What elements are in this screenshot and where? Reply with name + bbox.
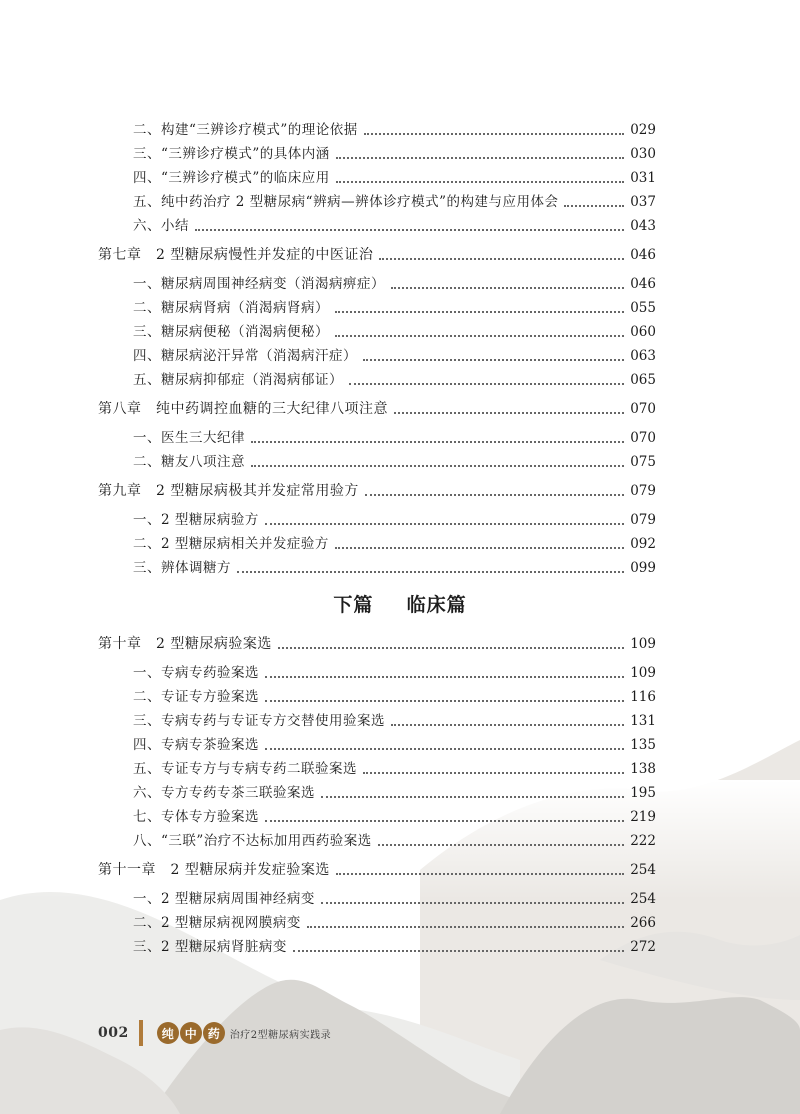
toc-page-number: 029 bbox=[630, 122, 656, 138]
toc-title: 五、专证专方与专病专药二联验案选 bbox=[133, 761, 357, 777]
toc-title: 一、2 型糖尿病周围神经病变 bbox=[133, 891, 315, 907]
toc-page-number: 031 bbox=[630, 170, 656, 186]
toc-page-number: 195 bbox=[630, 785, 656, 801]
dot-leader bbox=[335, 546, 624, 549]
toc-page-number: 046 bbox=[630, 247, 656, 263]
toc-page-number: 131 bbox=[630, 713, 656, 729]
toc-title: 三、专病专药与专证专方交替使用验案选 bbox=[133, 713, 385, 729]
toc-title: 四、糖尿病泌汗异常（消渴病汗症） bbox=[133, 348, 357, 364]
toc-title: 二、专证专方验案选 bbox=[133, 689, 259, 705]
toc-entry-row bbox=[0, 344, 800, 368]
toc-entry-row bbox=[0, 709, 800, 733]
toc-title: 六、专方专药专茶三联验案选 bbox=[133, 785, 315, 801]
logo-char: 纯 bbox=[157, 1022, 179, 1044]
toc-entry-row bbox=[0, 296, 800, 320]
page-number: 002 bbox=[98, 1025, 129, 1041]
toc-title: 第九章 2 型糖尿病极其并发症常用验方 bbox=[98, 483, 359, 499]
toc-page-number: 116 bbox=[630, 689, 656, 705]
dot-leader bbox=[293, 949, 624, 952]
toc-title: 三、辨体调糖方 bbox=[133, 560, 231, 576]
toc-title: 一、2 型糖尿病验方 bbox=[133, 512, 259, 528]
dot-leader bbox=[363, 358, 624, 361]
toc-title: 一、糖尿病周围神经病变（消渴病痹症） bbox=[133, 276, 385, 292]
toc-chapter-row bbox=[0, 397, 800, 421]
toc-page-number: 075 bbox=[630, 454, 656, 470]
toc-page-number: 272 bbox=[630, 939, 656, 955]
toc-title: 第八章 纯中药调控血糖的三大纪律八项注意 bbox=[98, 401, 388, 417]
dot-leader bbox=[378, 843, 624, 846]
toc-entry-row bbox=[0, 272, 800, 296]
dot-leader bbox=[335, 334, 624, 337]
dot-leader bbox=[237, 570, 624, 573]
toc-chapter-row bbox=[0, 858, 800, 882]
dot-leader bbox=[251, 464, 624, 467]
dot-leader bbox=[336, 156, 624, 159]
toc-title: 三、2 型糖尿病肾脏病变 bbox=[133, 939, 287, 955]
toc-page-number: 070 bbox=[630, 430, 656, 446]
toc-title: 一、专病专药验案选 bbox=[133, 665, 259, 681]
toc-entry-row bbox=[0, 166, 800, 190]
toc-entry-row bbox=[0, 781, 800, 805]
dot-leader bbox=[336, 180, 624, 183]
logo-char: 药 bbox=[203, 1022, 225, 1044]
toc-entry-row bbox=[0, 142, 800, 166]
toc-entry-row bbox=[0, 685, 800, 709]
toc-title: 五、糖尿病抑郁症（消渴病郁证） bbox=[133, 372, 343, 388]
toc-chapter-row bbox=[0, 632, 800, 656]
toc-page-number: 266 bbox=[630, 915, 656, 931]
toc-title: 四、“三辨诊疗模式”的临床应用 bbox=[133, 170, 330, 186]
toc-page-number: 070 bbox=[630, 401, 656, 417]
toc-title: 二、2 型糖尿病相关并发症验方 bbox=[133, 536, 329, 552]
toc-entry-row bbox=[0, 733, 800, 757]
toc-chapter-row bbox=[0, 243, 800, 267]
toc-page-number: 254 bbox=[630, 891, 656, 907]
dot-leader bbox=[564, 204, 624, 207]
dot-leader bbox=[335, 310, 624, 313]
dot-leader bbox=[364, 132, 624, 135]
section-name-label: 临床篇 bbox=[406, 594, 467, 616]
dot-leader bbox=[365, 493, 624, 496]
section-part-label: 下篇 bbox=[333, 594, 374, 616]
book-subtitle: 治疗2型糖尿病实践录 bbox=[229, 1029, 332, 1041]
toc-chapter-row bbox=[0, 479, 800, 503]
toc-page-number: 046 bbox=[630, 276, 656, 292]
dot-leader bbox=[391, 723, 624, 726]
toc-page-number: 138 bbox=[630, 761, 656, 777]
toc-page-number: 079 bbox=[630, 512, 656, 528]
toc-entry-row bbox=[0, 935, 800, 959]
dot-leader bbox=[394, 411, 624, 414]
toc-page-number: 065 bbox=[630, 372, 656, 388]
toc-entry-row bbox=[0, 661, 800, 685]
toc-page-number: 079 bbox=[630, 483, 656, 499]
toc-page-number: 109 bbox=[630, 636, 656, 652]
toc-title: 二、构建“三辨诊疗模式”的理论依据 bbox=[133, 122, 358, 138]
toc-page-number: 222 bbox=[630, 833, 656, 849]
toc-entry-row bbox=[0, 887, 800, 911]
toc-page-number: 063 bbox=[630, 348, 656, 364]
toc-title: 六、小结 bbox=[133, 218, 189, 234]
toc-title: 八、“三联”治疗不达标加用西药验案选 bbox=[133, 833, 372, 849]
toc-page-number: 135 bbox=[630, 737, 656, 753]
dot-leader bbox=[265, 675, 624, 678]
toc-entry-row bbox=[0, 190, 800, 214]
toc-page-number: 043 bbox=[630, 218, 656, 234]
toc-title: 三、“三辨诊疗模式”的具体内涵 bbox=[133, 146, 330, 162]
toc-entry-row bbox=[0, 508, 800, 532]
toc-entry-row bbox=[0, 757, 800, 781]
toc-page-number: 037 bbox=[630, 194, 656, 210]
toc-title: 二、糖友八项注意 bbox=[133, 454, 245, 470]
toc-entry-row bbox=[0, 829, 800, 853]
toc-entry-row bbox=[0, 556, 800, 580]
toc-page-number: 060 bbox=[630, 324, 656, 340]
toc-entry-row bbox=[0, 450, 800, 474]
toc-entry-row bbox=[0, 118, 800, 142]
dot-leader bbox=[265, 747, 624, 750]
dot-leader bbox=[349, 382, 624, 385]
toc-title: 第七章 2 型糖尿病慢性并发症的中医证治 bbox=[98, 247, 374, 263]
toc-page-number: 030 bbox=[630, 146, 656, 162]
toc-page-number: 219 bbox=[630, 809, 656, 825]
toc-page-number: 099 bbox=[630, 560, 656, 576]
dot-leader bbox=[391, 286, 624, 289]
dot-leader bbox=[321, 795, 624, 798]
toc-page-number: 109 bbox=[630, 665, 656, 681]
toc-entry-row bbox=[0, 911, 800, 935]
page-footer bbox=[98, 1018, 331, 1048]
dot-leader bbox=[278, 646, 624, 649]
dot-leader bbox=[195, 228, 624, 231]
dot-leader bbox=[265, 522, 624, 525]
dot-leader bbox=[265, 699, 624, 702]
dot-leader bbox=[251, 440, 624, 443]
dot-leader bbox=[265, 819, 624, 822]
toc-entry-row bbox=[0, 532, 800, 556]
toc-title: 五、纯中药治疗 2 型糖尿病“辨病—辨体诊疗模式”的构建与应用体会 bbox=[133, 194, 559, 210]
toc-page-number: 092 bbox=[630, 536, 656, 552]
toc-title: 三、糖尿病便秘（消渴病便秘） bbox=[133, 324, 329, 340]
toc-entry-row bbox=[0, 368, 800, 392]
toc-title: 二、2 型糖尿病视网膜病变 bbox=[133, 915, 301, 931]
toc-page-number: 254 bbox=[630, 862, 656, 878]
toc-entry-row bbox=[0, 214, 800, 238]
footer-divider bbox=[139, 1020, 143, 1046]
book-logo bbox=[157, 1022, 226, 1044]
toc-title: 二、糖尿病肾病（消渴病肾病） bbox=[133, 300, 329, 316]
logo-char: 中 bbox=[180, 1022, 202, 1044]
toc-entry-row bbox=[0, 320, 800, 344]
dot-leader bbox=[363, 771, 624, 774]
toc-title: 第十一章 2 型糖尿病并发症验案选 bbox=[98, 862, 330, 878]
toc-title: 一、医生三大纪律 bbox=[133, 430, 245, 446]
dot-leader bbox=[307, 925, 624, 928]
toc-entry-row bbox=[0, 805, 800, 829]
dot-leader bbox=[379, 257, 624, 260]
toc-title: 四、专病专茶验案选 bbox=[133, 737, 259, 753]
toc-entry-row bbox=[0, 426, 800, 450]
toc-page-number: 055 bbox=[630, 300, 656, 316]
section-heading bbox=[0, 590, 800, 617]
toc-title: 七、专体专方验案选 bbox=[133, 809, 259, 825]
dot-leader bbox=[321, 901, 624, 904]
toc-title: 第十章 2 型糖尿病验案选 bbox=[98, 636, 272, 652]
dot-leader bbox=[336, 872, 624, 875]
